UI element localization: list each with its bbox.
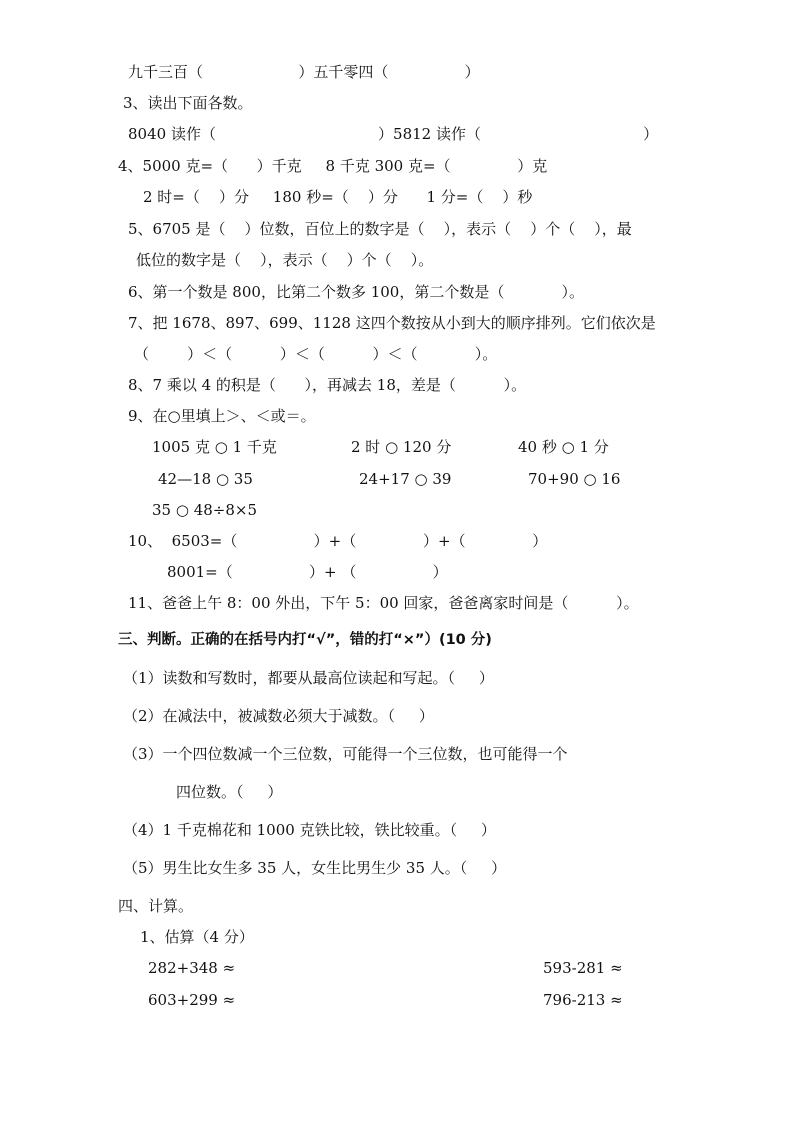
question-3-title: 3、读出下面各数。 <box>123 94 253 112</box>
section-4-heading: 四、计算。 <box>118 897 194 915</box>
question-3-read-numbers: 8040 读作（ ）5812 读作（ ） <box>128 125 659 143</box>
judge-item-4: （4）1 千克棉花和 1000 克铁比较，铁比较重。（ ） <box>123 821 496 839</box>
question-11: 11、爸爸上午 8：00 外出，下午 5：00 回家，爸爸离家时间是（ ）。 <box>128 594 639 612</box>
question-8: 8、7 乘以 4 的积是（ ），再减去 18，差是（ ）。 <box>128 376 527 394</box>
judge-item-1: （1）读数和写数时，都要从最高位读起和写起。（ ） <box>123 669 494 687</box>
question-7-line-1: 7、把 1678、897、699、1128 这四个数按从小到大的顺序排列。它们依次是 <box>128 314 656 332</box>
question-9-title: 9、在○里填上＞、＜或＝。 <box>128 407 316 425</box>
question-4-unit-conversion-mass: 4、5000 克=（ ）千克 8 千克 300 克=（ ）克 <box>118 157 548 175</box>
question-7-line-2: （ ）＜（ ）＜（ ）＜（ ）。 <box>134 345 498 363</box>
estimate-expression-1: 282+348 ≈ <box>148 959 236 977</box>
estimate-expression-3: 603+299 ≈ <box>148 991 236 1009</box>
question-5-line-1: 5、6705 是（ ）位数，百位上的数字是（ ），表示（ ）个（ ），最 <box>128 220 632 238</box>
judge-item-2: （2）在减法中，被减数必须大于减数。（ ） <box>123 707 434 725</box>
compare-item-6: 70+90 ○ 16 <box>528 470 621 488</box>
compare-item-2: 2 时 ○ 120 分 <box>351 438 452 456</box>
section-3-heading: 三、判断。正确的在括号内打“√”，错的打“×”）(10 分) <box>118 632 492 648</box>
judge-item-3-line-1: （3）一个四位数减一个三位数，可能得一个三位数，也可能得一个 <box>123 745 568 763</box>
judge-item-5: （5）男生比女生多 35 人，女生比男生少 35 人。（ ） <box>123 859 507 877</box>
compare-item-4: 42—18 ○ 35 <box>158 470 253 488</box>
judge-item-3-line-2: 四位数。（ ） <box>176 783 283 801</box>
question-4-unit-conversion-time: 2 时=（ ）分 180 秒=（ ）分 1 分=（ ）秒 <box>143 188 533 206</box>
subsection-estimate-title: 1、估算（4 分） <box>140 928 254 946</box>
question-10-line-2: 8001=（ ）+ （ ） <box>167 563 448 581</box>
question-10-line-1: 10、 6503=（ ）+（ ）+（ ） <box>128 532 548 550</box>
compare-item-1: 1005 克 ○ 1 千克 <box>152 438 277 456</box>
question-6: 6、第一个数是 800，比第二个数多 100，第二个数是（ ）。 <box>128 283 585 301</box>
compare-item-3: 40 秒 ○ 1 分 <box>518 438 609 456</box>
estimate-expression-4: 796-213 ≈ <box>543 991 623 1009</box>
compare-item-7: 35 ○ 48÷8×5 <box>152 501 258 519</box>
question-5-line-2: 低位的数字是（ ），表示（ ）个（ ）。 <box>136 251 434 269</box>
compare-item-5: 24+17 ○ 39 <box>359 470 452 488</box>
fill-blank-nine-thousand-three-hundred: 九千三百（ ）五千零四（ ） <box>128 63 480 81</box>
estimate-expression-2: 593-281 ≈ <box>543 959 623 977</box>
